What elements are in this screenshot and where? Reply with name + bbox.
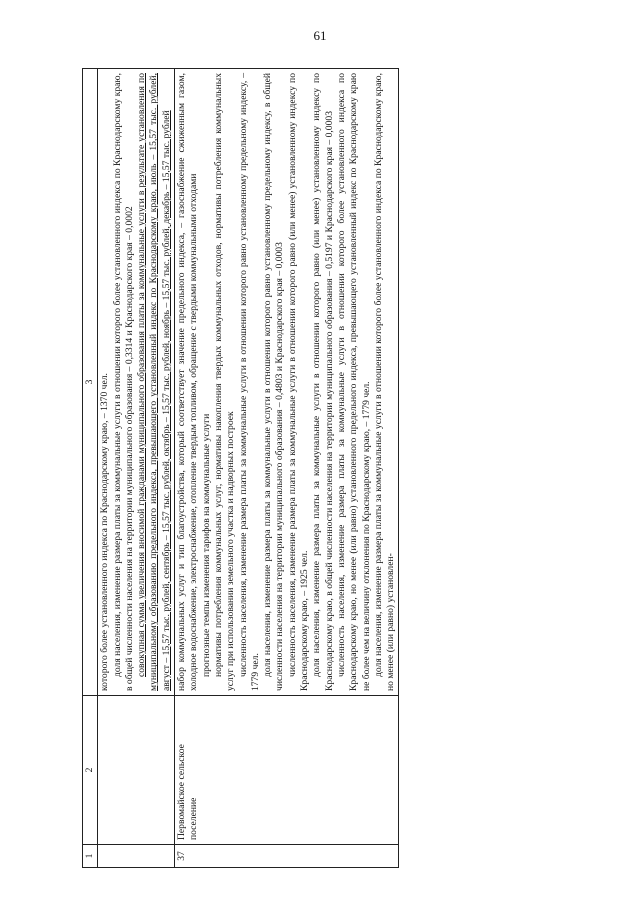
- paragraph: совокупная сумма увеличения вносимой гражданами муниципального образования платы за коммунальные услуги в результате установления по муниципальному образованию предельного индекса, превышающего установленный индекс по Краснодарскому краю, июль – 15,57 тыс. рублей, август – 15,57 тыс. рублей, сентябрь – 15,57 тыс. рублей, октябрь – 15,57 тыс. рублей, ноябрь – 15,57 тыс. рублей, декабрь – 15,57 тыс. рублей: [136, 73, 172, 691]
- tariff-table-frame: [82, 68, 602, 868]
- paragraph: численность населения, изменение размера платы за коммунальные услуги в отношении которого равно (или менее) установленному индексу по Краснодарскому краю, – 1925 чел.: [286, 73, 311, 691]
- rotated-table-wrapper: [82, 68, 602, 868]
- row-number: [98, 845, 175, 868]
- header-col-3: 3: [83, 69, 98, 696]
- paragraph: набор коммунальных услуг и тип благоустройства, который соответствует значение предельного индекса, – газоснабжение сжиженным газом, холодное водоснабжение, электроснабжение, отопление твердым топливом, обращение с твердыми коммунальными отходами: [176, 73, 200, 691]
- table-row: [175, 69, 399, 868]
- tariff-table: [82, 68, 399, 868]
- municipality-name: Первомайское сельское поселение: [175, 696, 399, 845]
- row-number: 37: [175, 845, 399, 868]
- paragraph: доля населения, изменение размера платы за коммунальные услуги в отношении которого более установленного индекса по Краснодарскому краю, в общей численности населения на территории муниципального образования – 0,3314 и Краснодарского края – 0,0002: [111, 73, 135, 691]
- table-row: [98, 69, 175, 868]
- header-col-1: 1: [83, 845, 98, 868]
- municipality-name: [98, 696, 175, 845]
- indicator-text: [98, 69, 175, 696]
- paragraph: численность населения, изменение размера платы за коммунальные услуги в отношении которого равно установленному предельному индексу, – 1779 чел.: [237, 73, 261, 691]
- paragraph: прогнозные темпы изменения тарифов на коммунальные услуги: [200, 413, 212, 677]
- paragraph: которого более установленного индекса по Краснодарскому краю, – 1370 чел.: [99, 373, 111, 691]
- paragraph: численность населения, изменение размера платы за коммунальные услуги в отношении которого более установленного индекса по Краснодарскому краю, но менее (или равно) установленного предельного индекса, превышающего установленный индекс по Краснодарскому краю не более чем на величину отклонения по Краснодарскому краю, – 1779 чел.: [335, 73, 372, 691]
- header-row: [83, 69, 98, 868]
- header-col-2: 2: [83, 696, 98, 845]
- paragraph: доля населения, изменение размера платы за коммунальные услуги в отношении которого равно установленному предельному индексу, в общей численности населения на территории муниципального образования – 0,4803 и Краснодарского края – 0,0003: [262, 73, 286, 691]
- page-number: 61: [313, 28, 327, 43]
- paragraph: доля населения, изменение размера платы за коммунальные услуги в отношении которого более установленного индекса по Краснодарскому краю, но менее (или равно) установлен-: [372, 73, 397, 691]
- paragraph: доля населения, изменение размера платы за коммунальные услуги в отношении которого равно (или менее) установленному индексу по Краснодарскому краю, в общей численности населения на территории муниципального образования – 0,5197 и Краснодарского края – 0,0003: [311, 73, 335, 691]
- indicator-text: [175, 69, 399, 696]
- paragraph: нормативы потребления коммунальных услуг, нормативы накопления твердых коммунальных отходов, нормативы потребления коммунальных услуг при использовании земельного участка и надворных построек: [212, 73, 237, 691]
